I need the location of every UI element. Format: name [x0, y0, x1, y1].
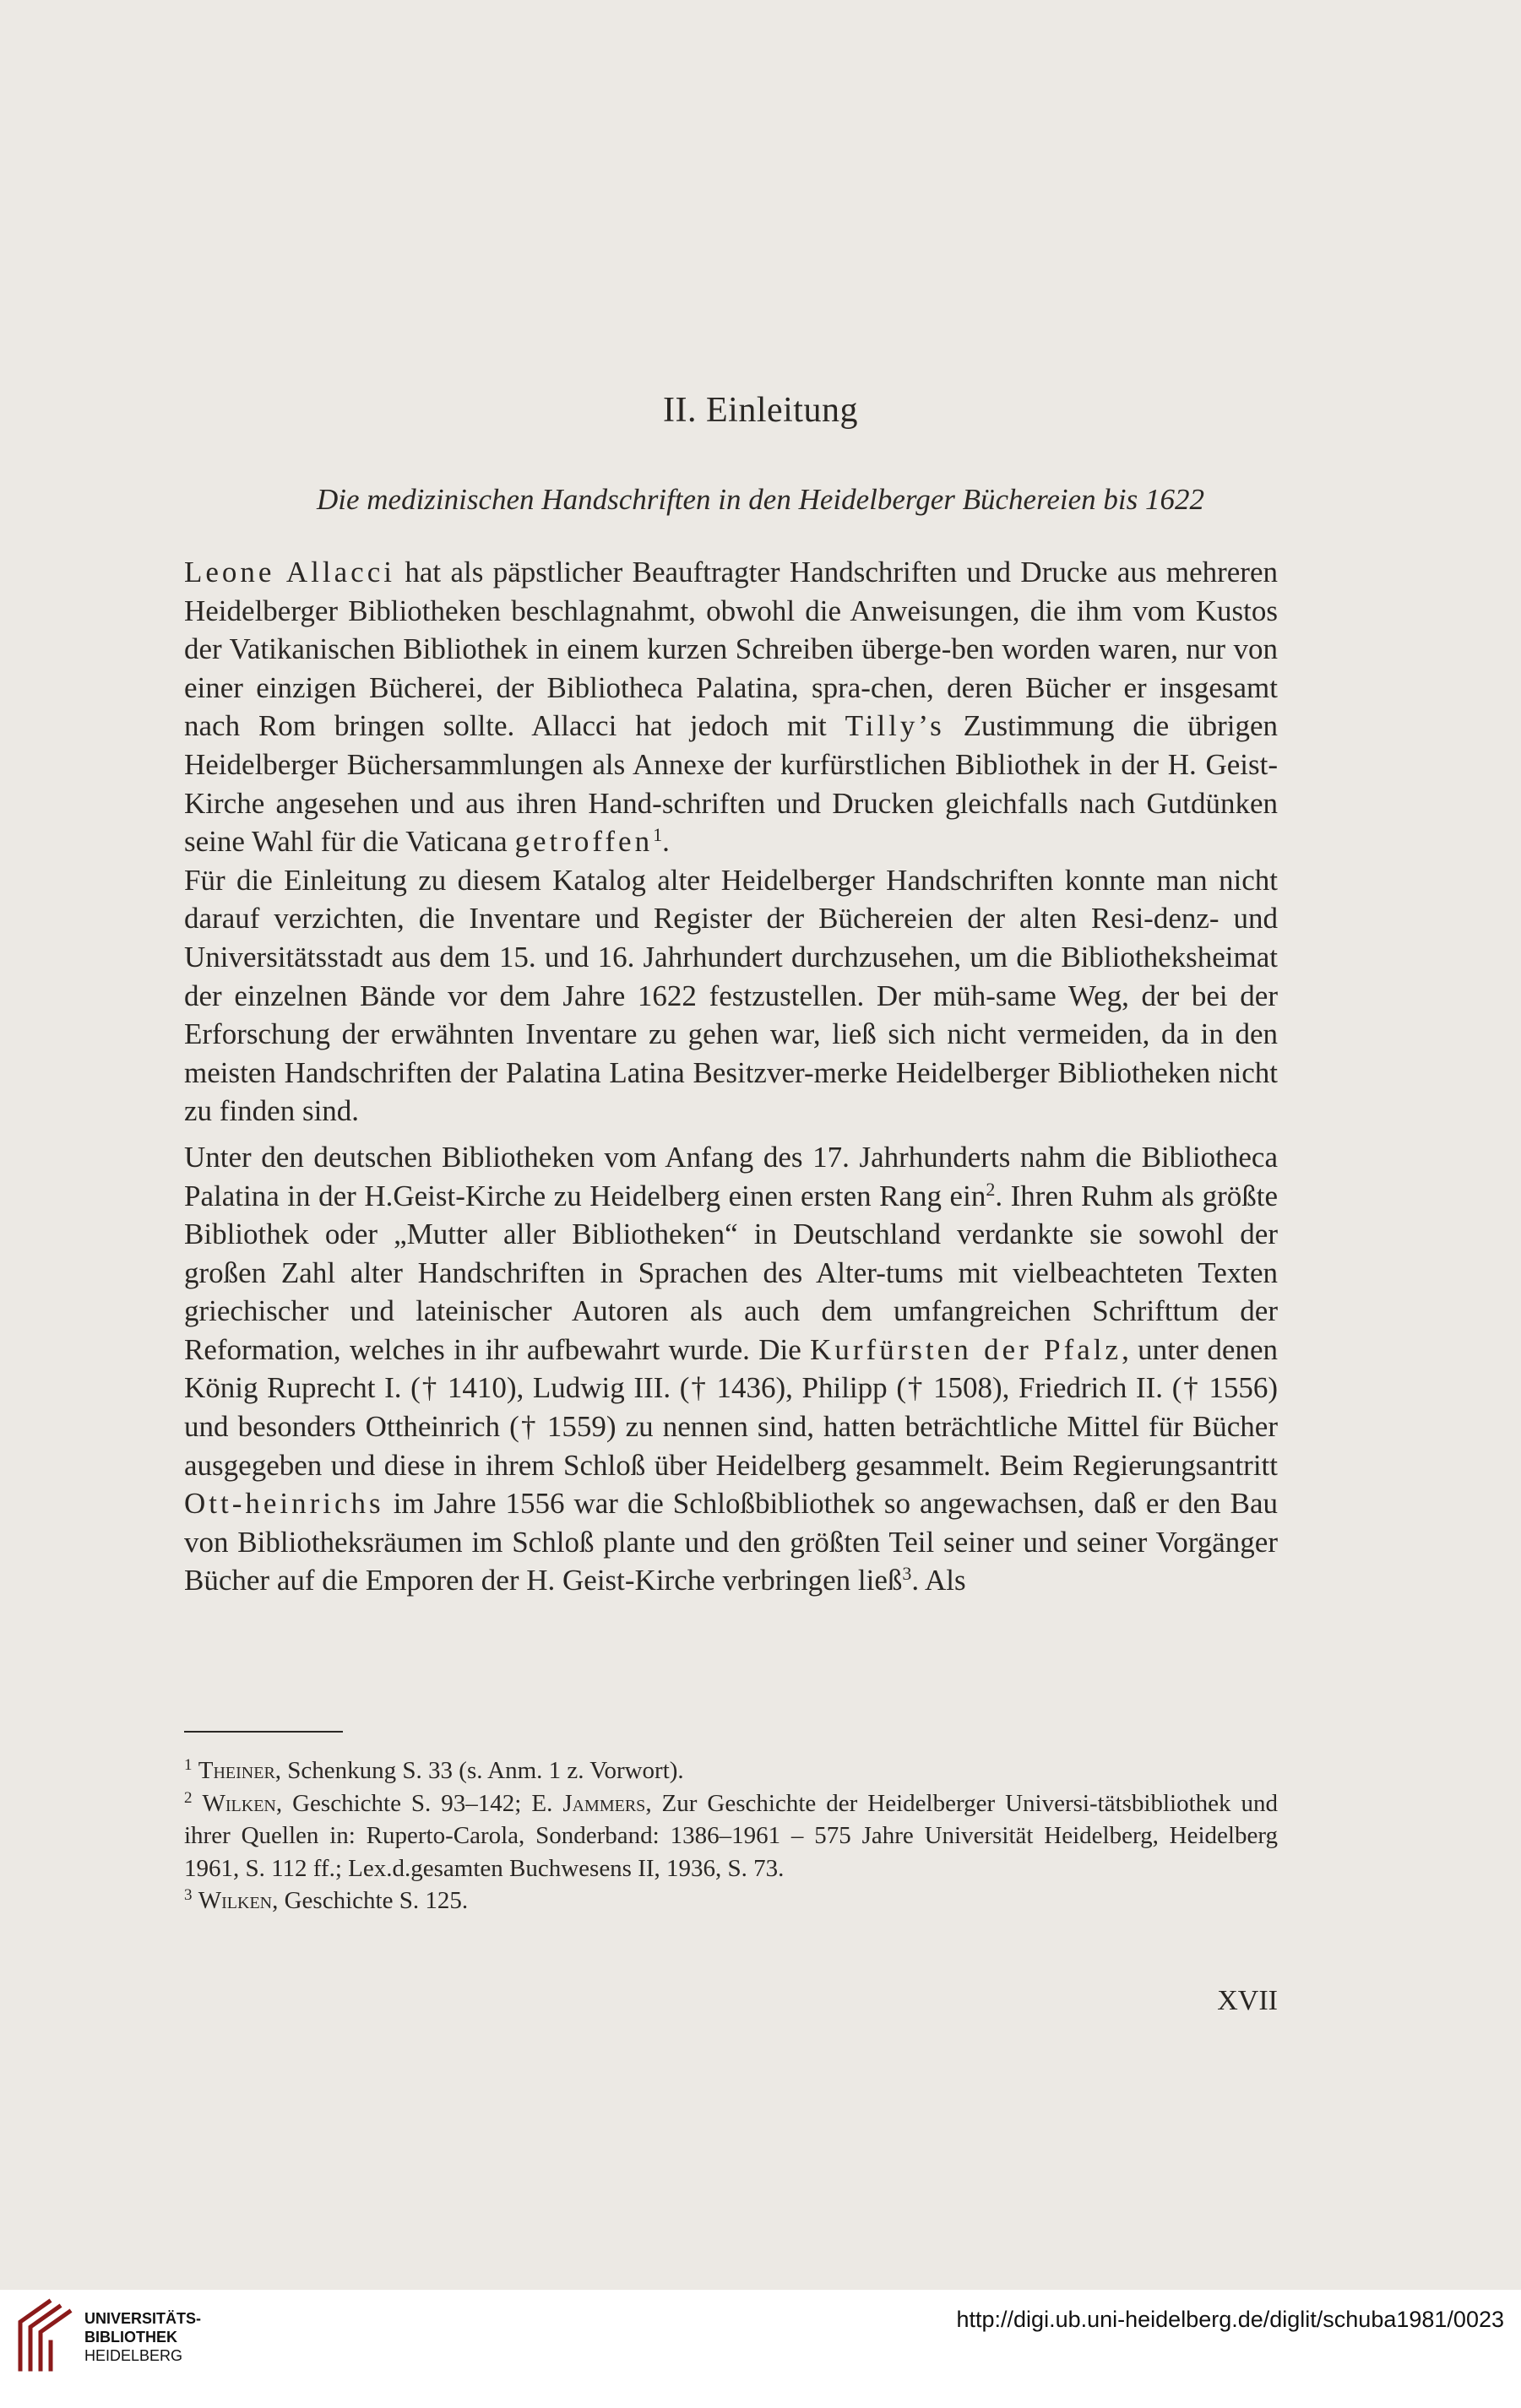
library-logo-text	[84, 2309, 201, 2365]
paragraph-3-text-d: im Jahre 1556 war die Schloßbibliothek so angewachsen, daß er den Bau von Bibliotheksräumen im Schloß plante und den größten Teil seiner und seiner Vorgänger Bücher auf die Emporen der H. Geist-Kirche verbringen ließ	[184, 1487, 1278, 1597]
footnote-number: 2	[184, 1788, 193, 1807]
paragraph-3	[184, 1138, 1278, 1600]
paragraph-1	[184, 553, 1278, 861]
footnote-ref: 1	[653, 824, 663, 846]
footnote-divider	[184, 1731, 343, 1733]
footnote-number: 3	[184, 1886, 193, 1904]
spaced-name: Leone Allacci	[184, 556, 395, 588]
footnotes	[184, 1754, 1278, 1917]
paragraph-1-end: .	[662, 825, 670, 859]
paragraph-3-text-c: , unter denen König Ruprecht I. († 1410), Ludwig III. († 1436), Philipp († 1508), Friedrich II. († 1556) und besonders Ottheinrich († 1559) zu nennen sind, hatten beträchtliche Mittel für Bücher ausgegeben und diese in ihrem Schloß über Heidelberg gesammelt. Beim Regierungsantritt	[184, 1332, 1279, 1482]
footnote-ref: 2	[986, 1178, 996, 1200]
ub-heidelberg-logo-icon	[8, 2293, 76, 2374]
logo-line-3: HEIDELBERG	[84, 2347, 183, 2364]
footnote-2	[184, 1787, 1278, 1885]
footnote-1	[184, 1754, 1278, 1787]
paragraph-1-text-b: Zustimmung die übrigen Heidelberger Büchersammlungen als Annexe der kurfürstlichen Bibliothek in der H. Geist-Kirche angesehen und aus ihren Hand-schriften und Drucken gleichfalls nach Gutdünken seine Wahl für die Vaticana	[184, 709, 1278, 859]
footnote-author: Jammers	[562, 1789, 646, 1817]
footnote-text: , Geschichte S. 125.	[272, 1887, 469, 1914]
chapter-heading: II. Einleitung	[663, 391, 858, 430]
footnote-ref: 3	[902, 1563, 912, 1585]
spaced-name: Tilly’s	[845, 709, 945, 743]
page-number: XVII	[1217, 1985, 1278, 2016]
spaced-name: Kurfürsten der Pfalz	[810, 1332, 1122, 1366]
logo-line-2: BIBLIOTHEK	[84, 2329, 177, 2346]
footnote-author: Wilken	[202, 1789, 276, 1817]
footnote-number: 1	[184, 1756, 193, 1774]
source-url-link[interactable]: http://digi.ub.uni-heidelberg.de/diglit/schuba1981/0023	[956, 2307, 1504, 2332]
footnote-author: Wilken	[198, 1887, 273, 1914]
footnote-author: Theiner	[198, 1757, 275, 1784]
footnote-text: , Schenkung S. 33 (s. Anm. 1 z. Vorwort).	[274, 1757, 684, 1784]
spaced-word: getroffen	[514, 825, 654, 859]
body-text	[184, 553, 1278, 1600]
footnote-text: , Geschichte S. 93–142; E.	[275, 1789, 563, 1817]
paragraph-3-text-b: . Ihren Ruhm als größte Bibliothek oder „Mutter aller Bibliotheken“ in Deutschland verdankte sie sowohl der großen Zahl alter Handschriften in Sprachen des Alter-tums mit vielbeachteten Texten griechischer und lateinischer Autoren als auch dem umfangreichen Schrifttum der Reformation, welches in ihr aufbewahrt wurde. Die	[184, 1179, 1279, 1366]
spaced-name: Ott-heinrichs	[184, 1487, 384, 1521]
chapter-subheading: Die medizinischen Handschriften in den Heidelberger Büchereien bis 1622	[316, 483, 1205, 516]
paragraph-1-text-a: hat als päpstlicher Beauftragter Handschriften und Drucke aus mehreren Heidelberger Bibliotheken beschlagnahmt, obwohl die Anweisungen, die ihm vom Kustos der Vatikanischen Bibliothek in einem kurzen Schreiben überge-ben worden waren, nur von einer einzigen Bücherei, der Bibliotheca Palatina, spra-chen, deren Bücher er insgesamt nach Rom bringen sollte. Allacci hat jedoch mit	[184, 556, 1278, 743]
paragraph-2: Für die Einleitung zu diesem Katalog alter Heidelberger Handschriften konnte man nicht darauf verzichten, die Inventare und Register der Büchereien der alten Resi-denz- und Universitätsstadt aus dem 15. und 16. Jahrhundert durchzusehen, um die Bibliotheksheimat der einzelnen Bände vor dem Jahre 1622 festzustellen. Der müh-same Weg, der bei der Erforschung der erwähnten Inventare zu gehen war, ließ sich nicht vermeiden, da in den meisten Handschriften der Palatina Latina Besitzver-merke Heidelberger Bibliotheken nicht zu finden sind.	[184, 863, 1278, 1128]
footnote-3	[184, 1885, 1278, 1917]
paragraph-3-text-e: . Als	[911, 1564, 966, 1597]
paragraph-3-text-a: Unter den deutschen Bibliotheken vom Anfang des 17. Jahrhunderts nahm die Bibliotheca Palatina in der H.Geist-Kirche zu Heidelberg einen ersten Rang ein	[184, 1140, 1278, 1212]
logo-line-1: UNIVERSITÄTS-	[84, 2310, 202, 2327]
footnote-text: , Zur Geschichte der Heidelberger Universi-tätsbibliothek und ihrer Quellen in: Ruperto-Carola, Sonderband: 1386–1961 – 575 Jahre Universität Heidelberg, Heidelberg 1961, S. 112 ff.; Lex.d.gesamten Buchwesens II, 1936, S. 73.	[184, 1789, 1279, 1882]
